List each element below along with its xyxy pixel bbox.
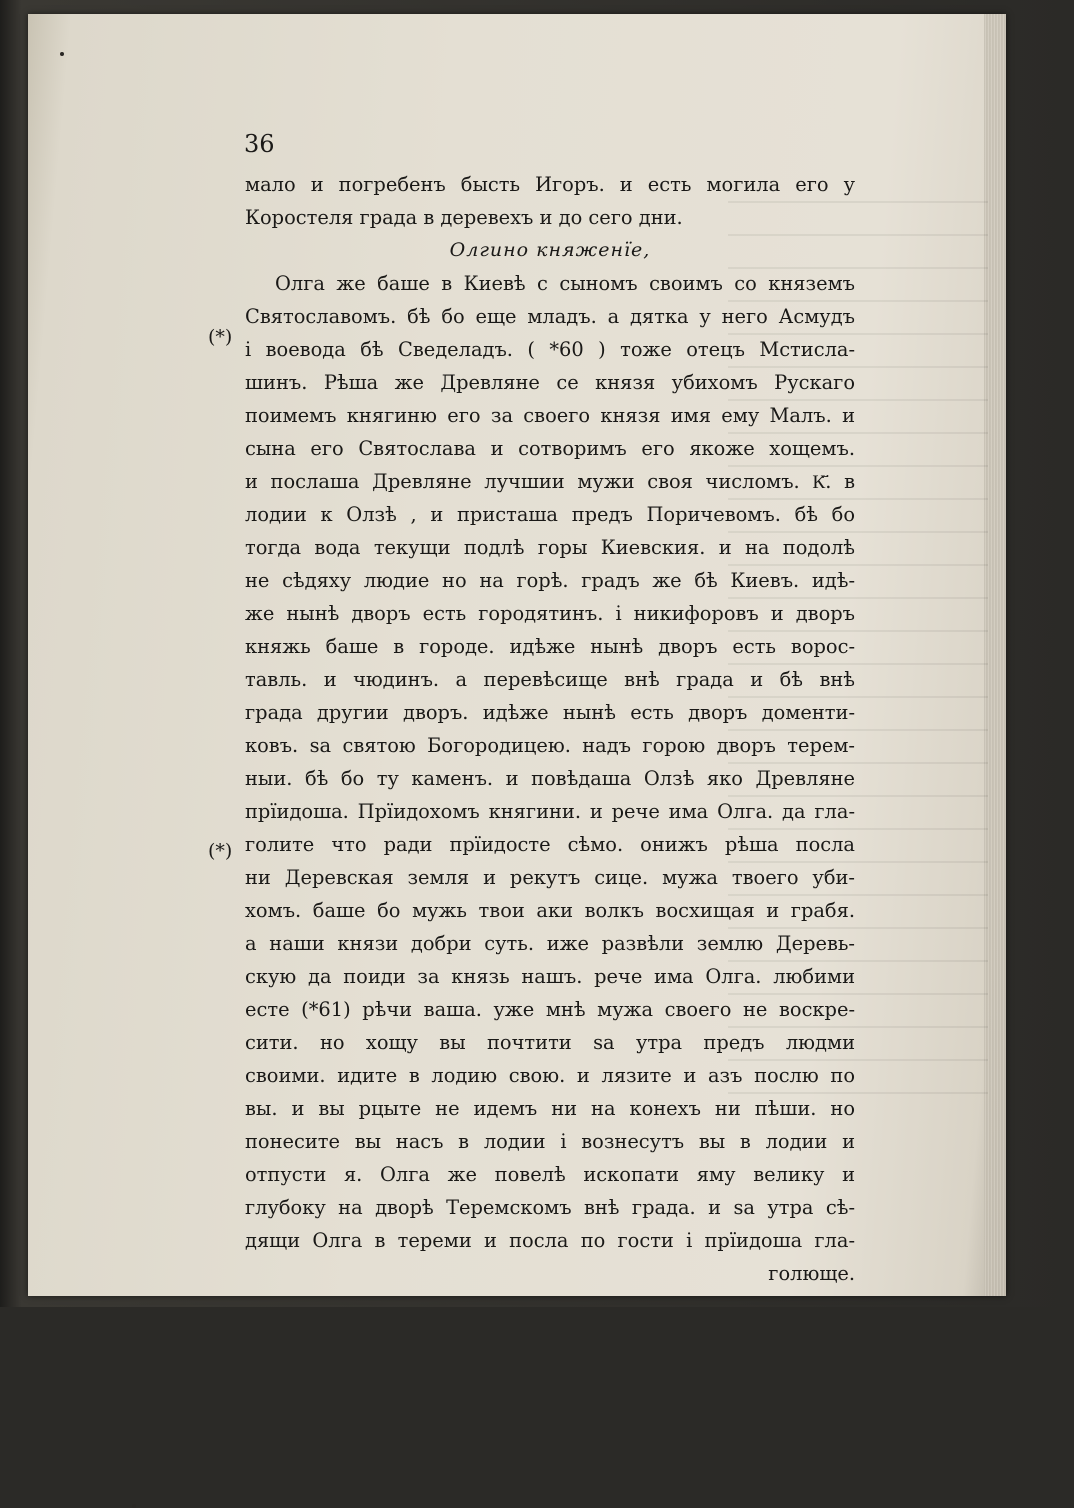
body-text <box>245 168 855 1290</box>
text-line: мало и погребенъ бысть Игоръ. и есть могила его у <box>245 173 855 196</box>
text-line: ни Деревская земля и рекутъ сице. мужа твоего уби- <box>245 866 855 889</box>
section-heading: Олгино княженїе, <box>449 239 651 261</box>
text-line: скую да поиди за князь нашъ. рече има Олга. любими <box>245 965 855 988</box>
text-line: тавль. и чюдинъ. а перевѣсище внѣ града и бѣ внѣ <box>245 668 855 691</box>
page-number: 36 <box>244 130 275 158</box>
text-line: же нынѣ дворъ есть городятинъ. і никифоровъ и дворъ <box>245 602 855 625</box>
text-line: шинъ. Рѣша же Древляне се князя убихомъ Рускаго <box>245 371 855 394</box>
text-line: сити. но хощу вы почтити ѕа утра предъ людми <box>245 1031 855 1054</box>
text-line: прїидоша. Прїидохомъ княгини. и рече има Олга. да гла- <box>245 800 855 823</box>
text-line: понесите вы насъ в лодии і вознесутъ вы в лодии и <box>245 1130 855 1153</box>
margin-note-60: (*) <box>208 326 233 348</box>
text-line: отпусти я. Олга же повелѣ ископати яму велику и <box>245 1163 855 1186</box>
text-line: своими. идите в лодию свою. и лязите и азъ послю по <box>245 1064 855 1087</box>
text-line: Олга же баше в Киевѣ с сыномъ своимъ со княземъ <box>275 272 855 295</box>
speck <box>60 52 64 56</box>
text-line: Святославомъ. бѣ бо еще младъ. а дятка у него Асмудъ <box>245 305 855 328</box>
text-line: глубоку на дворѣ Теремскомъ внѣ града. и ѕа утра сѣ- <box>245 1196 855 1219</box>
speck <box>132 1504 136 1508</box>
text-line: града другии дворъ. идѣже нынѣ есть дворъ доменти- <box>245 701 855 724</box>
text-line: дящи Олга в тереми и посла по гости і прїидоша гла- <box>245 1229 855 1252</box>
text-line: тогда вода текущи подлѣ горы Киевския. и на подолѣ <box>245 536 855 559</box>
text-line: лодии к Олзѣ , и присташа предъ Поричевомъ. бѣ бо <box>245 503 855 526</box>
text-line: ковъ. ѕа святою Богородицею. надъ горою дворъ терем- <box>245 734 855 757</box>
text-line: княжь баше в городе. идѣже нынѣ дворъ есть ворос- <box>245 635 855 658</box>
text-line: поимемъ княгиню его за своего князя имя ему Малъ. и <box>245 404 855 427</box>
text-line: а наши князи добри суть. иже развѣли землю Деревь- <box>245 932 855 955</box>
text-line: и послаша Древляне лучшии мужи своя числомъ. К҃. в <box>245 470 855 493</box>
text-line: Коростеля града в деревехъ и до сего дни. <box>245 206 683 229</box>
text-line: хомъ. баше бо мужь твои аки волкъ восхищая и грабя. <box>245 899 855 922</box>
catchword: голюще. <box>768 1262 855 1285</box>
text-line: вы. и вы рцыте не идемъ ни на конехъ ни пѣши. но <box>245 1097 855 1120</box>
text-line: і воевода бѣ Сведеладъ. ( *60 ) тоже отецъ Мстисла- <box>245 338 855 361</box>
text-line: есте (*61) рѣчи ваша. уже мнѣ мужа своего не воскре- <box>245 998 855 1021</box>
margin-note-61: (*) <box>208 840 233 862</box>
text-line: ныи. бѣ бо ту каменъ. и повѣдаша Олзѣ яко Древляне <box>245 767 855 790</box>
text-line: сына его Святослава и сотворимъ его якоже хощемъ. <box>245 437 855 460</box>
text-line: не сѣдяху людие но на горѣ. градъ же бѣ Киевъ. идѣ- <box>245 569 855 592</box>
text-line: голите что ради прїидосте сѣмо. онижъ рѣша посла <box>245 833 855 856</box>
